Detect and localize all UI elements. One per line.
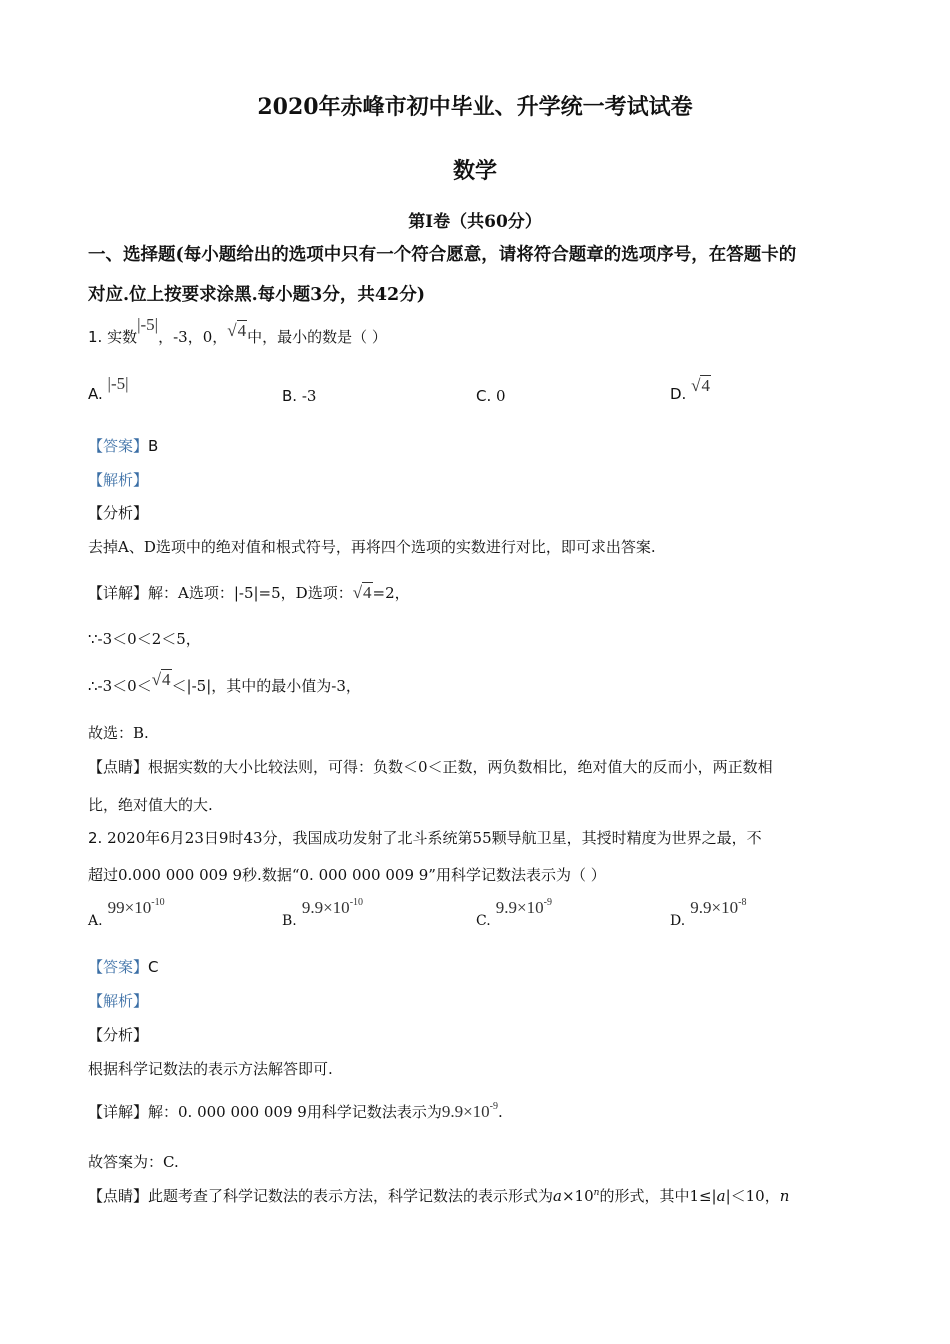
abs-expression: |-5| — [137, 315, 159, 334]
question-text-post: 中，最小的数是（ ） — [247, 328, 387, 346]
q2-tip-n2: n — [779, 1187, 790, 1205]
option-b[interactable] — [282, 387, 316, 405]
question-2-text-1: 2020年6月23日9时43分，我国成功发射了北斗系统第55颗导航卫星，其授时精度为世界之最，不 — [107, 829, 762, 847]
therefore-line — [88, 670, 361, 696]
q2-option-d[interactable] — [670, 897, 747, 929]
q2-tip-times: ×10 — [561, 1187, 594, 1205]
option-a[interactable] — [88, 374, 129, 404]
q2-choose-line: 故答案为：C. — [88, 1153, 179, 1171]
detail-line — [88, 582, 410, 603]
q2-fenxi-text: 根据科学记数法的表示方法解答即可. — [88, 1060, 333, 1078]
question-1 — [88, 315, 387, 347]
tip-line2: 比，绝对值大的大. — [88, 796, 213, 814]
q2-option-c-expr: $9.9\times 10^{-9}$ — [495, 897, 552, 917]
q2-fenxi-tag: 【分析】 — [88, 1026, 149, 1044]
q2-tip-end: |＜10， — [725, 1187, 780, 1205]
subject-title: 数学 — [452, 158, 497, 184]
option-d-label: D. — [670, 385, 687, 403]
sqrt-expression: √4 — [227, 321, 247, 340]
q2-tip-a2: a — [716, 1187, 726, 1205]
option-c-value: 0 — [496, 387, 506, 405]
question-number: 1. — [88, 328, 103, 346]
q2-tip-a: a — [553, 1187, 562, 1205]
because-line: ∵-3＜0＜2＜5， — [88, 630, 201, 648]
option-c-label: C. — [476, 387, 492, 405]
q2-option-a[interactable] — [88, 897, 165, 929]
detail-sqrt: √4 — [352, 583, 372, 602]
choose-line: 故选：B. — [88, 724, 149, 742]
q2-analysis-tag: 【解析】 — [88, 992, 149, 1010]
q2-tip-line — [88, 1185, 789, 1206]
volume-title: 第Ⅰ卷（共60分） — [408, 212, 542, 232]
q2-detail-line — [88, 1101, 503, 1122]
detail-text-pre: 【详解】解：A选项：|-5|=5，D选项： — [88, 584, 353, 602]
q2-option-d-label: D. — [670, 913, 686, 929]
q2-answer-line — [88, 956, 159, 977]
q2-option-b-expr: $9.9\times 10^{-10}$ — [301, 897, 364, 917]
answer-tag: 【答案】 — [88, 958, 149, 976]
answer-value: B — [148, 437, 159, 455]
tip-tag: 【点睛】 — [88, 1187, 149, 1205]
question-2-line2: 超过0.000 000 009 9秒.数据“0. 000 000 009 9”用科学记数法表示为（ ） — [88, 866, 606, 884]
q2-option-c[interactable] — [476, 897, 552, 929]
therefore-sqrt: √4 — [151, 670, 171, 689]
q2-option-b-label: B. — [282, 913, 297, 929]
option-a-value: |-5| — [107, 374, 129, 393]
q2-option-a-label: A. — [88, 913, 103, 929]
option-b-value: -3 — [301, 387, 317, 405]
tip-tag: 【点睛】 — [88, 758, 149, 776]
option-a-label: A. — [88, 385, 103, 403]
q2-option-d-expr: $9.9\times 10^{-8}$ — [690, 897, 747, 917]
option-d-sqrt: √4 — [691, 376, 710, 395]
fenxi-text: 去掉A、D选项中的绝对值和根式符号，再将四个选项的实数进行对比，即可求出答案. — [88, 538, 656, 556]
question-number: 2. — [88, 829, 103, 847]
tip-text-1: 根据实数的大小比较法则，可得：负数＜0＜正数，两负数相比，绝对值大的反而小，两正数相 — [148, 758, 773, 776]
q2-option-a-expr: $99\times 10^{-10}$ — [107, 897, 165, 917]
option-c[interactable] — [476, 387, 506, 405]
option-d[interactable] — [670, 376, 711, 404]
exam-title: 2020年赤峰市初中毕业、升学统一考试试卷 — [257, 94, 693, 120]
q2-option-b[interactable] — [282, 897, 364, 929]
q2-tip-n: n — [593, 1188, 600, 1198]
analysis-tag: 【解析】 — [88, 471, 149, 489]
answer-line — [88, 435, 158, 456]
fenxi-tag: 【分析】 — [88, 504, 149, 522]
question-text-pre: 实数 — [107, 328, 138, 346]
section-heading-line1: 一、选择题(每小题给出的选项中只有一个符合愿意，请将符合题章的选项序号，在答题卡的 — [88, 245, 797, 265]
q2-detail-expr: $9.9\times 10^{-9}$ — [441, 1101, 499, 1121]
detail-text-post: =2， — [372, 584, 410, 602]
answer-tag: 【答案】 — [88, 437, 149, 455]
therefore-pre: ∴-3＜0＜ — [88, 677, 152, 695]
question-text-mid: ，-3，0， — [158, 328, 228, 346]
q2-detail-post: . — [498, 1103, 503, 1121]
q2-option-c-label: C. — [476, 913, 491, 929]
tip-line1 — [88, 756, 773, 777]
therefore-post: ＜|-5|，其中的最小值为-3， — [171, 677, 361, 695]
answer-value: C — [148, 958, 159, 976]
question-2-line1 — [88, 827, 762, 848]
option-b-label: B. — [282, 387, 298, 405]
section-heading-line2: 对应.位上按要求涂黑.每小题3分，共42分) — [88, 285, 425, 305]
q2-detail-pre: 【详解】解：0. 000 000 009 9用科学记数法表示为 — [88, 1103, 442, 1121]
q2-tip-mid: 的形式，其中1≤| — [599, 1187, 717, 1205]
q2-tip-pre: 此题考查了科学记数法的表示方法，科学记数法的表示形式为 — [148, 1187, 554, 1205]
